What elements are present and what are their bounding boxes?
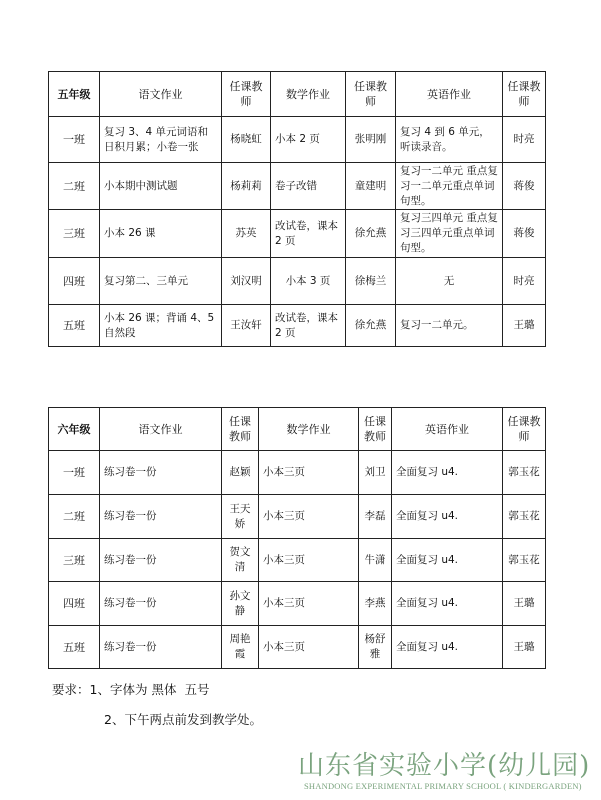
math-homework-cell: 小本三页 <box>259 626 359 669</box>
chinese-homework-cell: 练习卷一份 <box>100 495 222 539</box>
header-teacher: 任课教师 <box>222 72 271 117</box>
teacher-cell: 杨舒雅 <box>359 626 392 669</box>
chinese-homework-cell: 复习第二、三单元 <box>100 258 222 305</box>
teacher-cell: 郭玉花 <box>503 495 546 539</box>
math-homework-cell: 改试卷，课本 2 页 <box>271 210 346 258</box>
english-homework-cell: 全面复习 u4. <box>392 539 503 582</box>
table-row <box>49 258 546 305</box>
teacher-cell: 时亮 <box>503 258 546 305</box>
header-math-homework: 数学作业 <box>259 408 359 451</box>
teacher-cell: 刘汉明 <box>222 258 271 305</box>
chinese-homework-cell: 小本 26 课 <box>100 210 222 258</box>
math-homework-cell: 小本三页 <box>259 539 359 582</box>
english-homework-cell: 复习一二单元 重点复习一二单元重点单词句型。 <box>396 163 503 210</box>
teacher-cell: 蒋俊 <box>503 210 546 258</box>
header-chinese-homework: 语文作业 <box>100 72 222 117</box>
english-homework-cell: 复习一二单元。 <box>396 305 503 347</box>
math-homework-cell: 改试卷，课本 2 页 <box>271 305 346 347</box>
table-header-row <box>49 72 546 117</box>
header-teacher: 任课教师 <box>503 408 546 451</box>
requirements-line-2 <box>104 710 262 728</box>
header-english-homework: 英语作业 <box>396 72 503 117</box>
header-grade: 五年级 <box>49 72 100 117</box>
teacher-cell: 李燕 <box>359 582 392 626</box>
math-homework-cell: 小本 3 页 <box>271 258 346 305</box>
requirements-prefix: 要求： <box>52 682 90 697</box>
table-row <box>49 117 546 163</box>
english-homework-cell: 复习 4 到 6 单元，听读录音。 <box>396 117 503 163</box>
chinese-homework-cell: 小本期中测试题 <box>100 163 222 210</box>
class-cell: 二班 <box>49 163 100 210</box>
class-cell: 五班 <box>49 305 100 347</box>
math-homework-cell: 小本三页 <box>259 495 359 539</box>
teacher-cell: 周艳霞 <box>222 626 259 669</box>
table-row <box>49 626 546 669</box>
teacher-cell: 徐允燕 <box>346 305 396 347</box>
teacher-cell: 郭玉花 <box>503 539 546 582</box>
header-english-homework: 英语作业 <box>392 408 503 451</box>
teacher-cell: 王璐 <box>503 626 546 669</box>
math-homework-cell: 小本三页 <box>259 582 359 626</box>
class-cell: 四班 <box>49 258 100 305</box>
requirement-font-name: 黑体 <box>151 682 177 697</box>
teacher-cell: 王璐 <box>503 305 546 347</box>
teacher-cell: 李磊 <box>359 495 392 539</box>
requirement-font-label: 1、字体为 <box>89 682 148 697</box>
header-chinese-homework: 语文作业 <box>100 408 222 451</box>
english-homework-cell: 全面复习 u4. <box>392 582 503 626</box>
header-teacher: 任课教师 <box>346 72 396 117</box>
table-row <box>49 163 546 210</box>
table-row <box>49 539 546 582</box>
teacher-cell: 徐允燕 <box>346 210 396 258</box>
teacher-cell: 刘卫 <box>359 451 392 495</box>
requirements-line-1 <box>52 680 214 698</box>
table-row <box>49 582 546 626</box>
math-homework-cell: 小本三页 <box>259 451 359 495</box>
english-homework-cell: 全面复习 u4. <box>392 495 503 539</box>
table-row <box>49 451 546 495</box>
teacher-cell: 苏英 <box>222 210 271 258</box>
school-name-cn: 山东省实验小学(幼儿园) <box>298 751 591 781</box>
header-teacher: 任课教师 <box>222 408 259 451</box>
teacher-cell: 郭玉花 <box>503 451 546 495</box>
teacher-cell: 张明刚 <box>346 117 396 163</box>
teacher-cell: 王璐 <box>503 582 546 626</box>
grade5-homework-table <box>48 71 546 347</box>
table-header-row <box>49 408 546 451</box>
school-name-en: SHANDONG EXPERIMENTAL PRIMARY SCHOOL ( KINDERGARDEN) <box>304 781 582 791</box>
header-grade: 六年级 <box>49 408 100 451</box>
teacher-cell: 赵颖 <box>222 451 259 495</box>
teacher-cell: 王汝轩 <box>222 305 271 347</box>
teacher-cell: 徐梅兰 <box>346 258 396 305</box>
teacher-cell: 杨莉莉 <box>222 163 271 210</box>
header-teacher: 任课教师 <box>359 408 392 451</box>
english-homework-cell: 全面复习 u4. <box>392 626 503 669</box>
teacher-cell: 孙文静 <box>222 582 259 626</box>
chinese-homework-cell: 小本 26 课；背诵 4、5 自然段 <box>100 305 222 347</box>
teacher-cell: 时亮 <box>503 117 546 163</box>
chinese-homework-cell: 练习卷一份 <box>100 582 222 626</box>
class-cell: 一班 <box>49 451 100 495</box>
teacher-cell: 王天娇 <box>222 495 259 539</box>
table-row <box>49 305 546 347</box>
table-row <box>49 210 546 258</box>
requirement-deadline: 2、下午两点前发到教学处。 <box>104 712 262 727</box>
english-homework-cell: 复习三四单元 重点复习三四单元重点单词句型。 <box>396 210 503 258</box>
class-cell: 四班 <box>49 582 100 626</box>
header-teacher: 任课教师 <box>503 72 546 117</box>
chinese-homework-cell: 复习 3、4 单元词语和日积月累；小卷一张 <box>100 117 222 163</box>
class-cell: 一班 <box>49 117 100 163</box>
math-homework-cell: 小本 2 页 <box>271 117 346 163</box>
class-cell: 五班 <box>49 626 100 669</box>
chinese-homework-cell: 练习卷一份 <box>100 539 222 582</box>
requirement-font-size: 五号 <box>184 682 210 697</box>
class-cell: 三班 <box>49 539 100 582</box>
table-row <box>49 495 546 539</box>
teacher-cell: 杨晓虹 <box>222 117 271 163</box>
english-homework-cell: 无 <box>396 258 503 305</box>
class-cell: 二班 <box>49 495 100 539</box>
header-math-homework: 数学作业 <box>271 72 346 117</box>
grade6-homework-table <box>48 407 546 669</box>
chinese-homework-cell: 练习卷一份 <box>100 451 222 495</box>
teacher-cell: 贺文清 <box>222 539 259 582</box>
chinese-homework-cell: 练习卷一份 <box>100 626 222 669</box>
math-homework-cell: 卷子改错 <box>271 163 346 210</box>
teacher-cell: 蒋俊 <box>503 163 546 210</box>
class-cell: 三班 <box>49 210 100 258</box>
teacher-cell: 童建明 <box>346 163 396 210</box>
teacher-cell: 牛潇 <box>359 539 392 582</box>
english-homework-cell: 全面复习 u4. <box>392 451 503 495</box>
